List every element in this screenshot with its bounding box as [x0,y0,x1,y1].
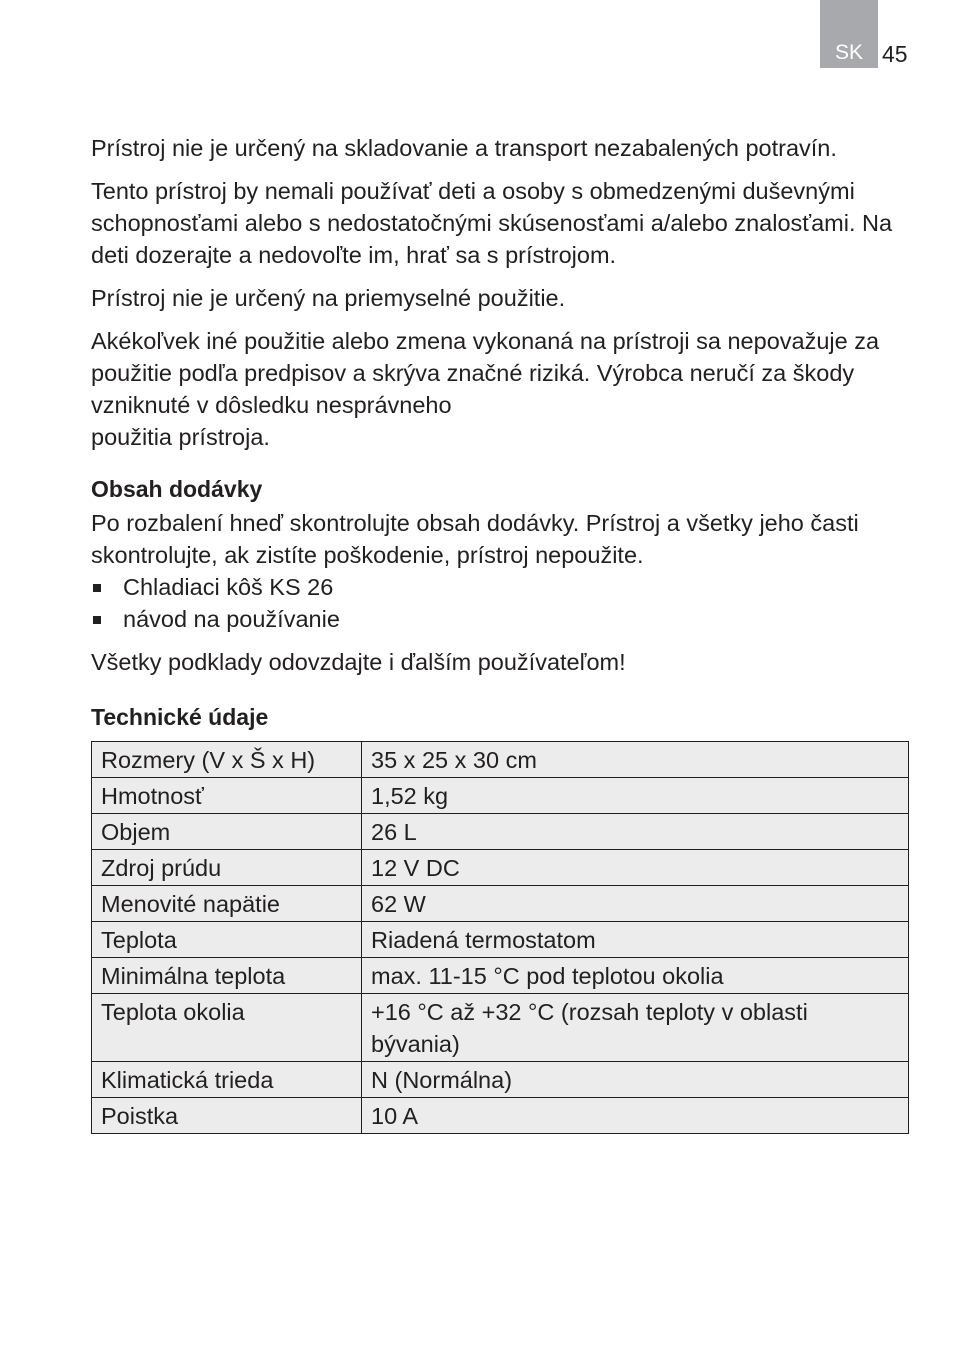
spec-label: Objem [92,814,362,850]
paragraph-liability: Akékoľvek iné použitie alebo zmena vykonaná na prístroji sa nepovažuje za použitie podľa predpisov a skrýva značné riziká. Výrobca neručí za škody vzniknuté v dôsledku nesprávneho [91,328,880,418]
table-row [92,814,909,850]
spec-label: Zdroj prúdu [92,850,362,886]
table-row [92,850,909,886]
delivery-text: Po rozbalení hneď skontrolujte obsah dodávky. Prístroj a všetky jeho časti skontrolujte, ak zistíte poškodenie, prístroj nepoužite. [91,510,859,568]
bullet-square-icon [93,616,101,624]
delivery-note: Všetky podklady odovzdajte i ďalším používateľom! [91,649,626,675]
delivery-list [91,571,911,635]
language-tab [820,0,878,68]
paragraph-children-warning: Tento prístroj by nemali používať deti a osoby s obmedzenými duševnými schopnosťami alebo s nedostatočnými skúsenosťami a/alebo znalosťami. Na deti dozerajte a nedovoľte im, hrať sa s prístrojom. [91,178,893,268]
page-number: 45 [882,41,908,67]
table-row [92,742,909,778]
page-content [91,132,911,1134]
spec-label: Minimálna teplota [92,958,362,994]
list-item-text: Chladiaci kôš KS 26 [123,574,334,600]
spec-value: 62 W [362,886,909,922]
table-row [92,1098,909,1134]
table-row [92,922,909,958]
list-item-text: návod na používanie [123,606,340,632]
spec-value: 35 x 25 x 30 cm [362,742,909,778]
spec-value: +16 °C až +32 °C (rozsah teploty v oblasti bývania) [362,994,909,1062]
spec-label: Teplota [92,922,362,958]
table-row [92,994,909,1062]
spec-label: Menovité napätie [92,886,362,922]
list-item [91,571,911,603]
paragraph-food-storage: Prístroj nie je určený na skladovanie a transport nezabalených potravín. [91,135,837,161]
spec-value: 26 L [362,814,909,850]
spec-label: Hmotnosť [92,778,362,814]
table-row [92,958,909,994]
language-code: SK [834,41,863,64]
spec-value: 12 V DC [362,850,909,886]
list-item [91,603,911,635]
spec-label: Klimatická trieda [92,1062,362,1098]
spec-value: 1,52 kg [362,778,909,814]
spec-value: N (Normálna) [362,1062,909,1098]
delivery-heading: Obsah dodávky [91,476,263,502]
specs-heading: Technické údaje [91,704,269,730]
spec-value: max. 11-15 °C pod teplotou okolia [362,958,909,994]
spec-value: Riadená termostatom [362,922,909,958]
table-row [92,778,909,814]
paragraph-industrial-use: Prístroj nie je určený na priemyselné použitie. [91,285,566,311]
spec-label: Rozmery (V x Š x H) [92,742,362,778]
spec-value: 10 A [362,1098,909,1134]
spec-label: Poistka [92,1098,362,1134]
bullet-square-icon [93,584,101,592]
table-row [92,886,909,922]
paragraph-liability-end: použitia prístroja. [91,424,270,450]
table-row [92,1062,909,1098]
spec-label: Teplota okolia [92,994,362,1062]
specs-table [91,741,909,1134]
